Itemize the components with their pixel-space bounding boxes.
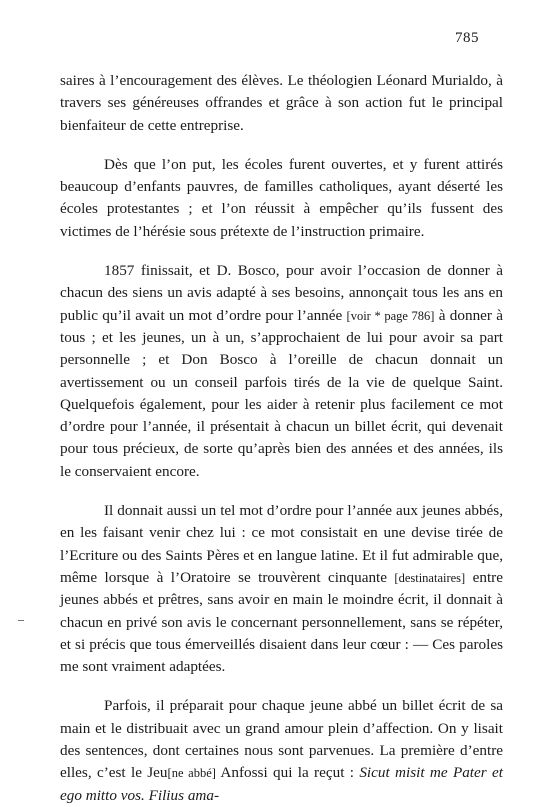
paragraph-text: Il donnait aussi un tel mot d’ordre pour l’année aux jeunes abbés, en les faisant venir chez lui : ce mot consistait en une devise tirée de l’Ecriture ou des Saints Pères et en langue latine. Et il fut admirable que, même lorsque à l’Oratoire se trouvèrent cinquante <box>60 502 503 586</box>
paragraph-text: Dès que l’on put, les écoles furent ouvertes, et y furent attirés beaucoup d’enfants pauvres, de familles catholiques, ayant déserté les écoles protestantes ; et l’on réussit à empêcher qu’ils fussent des victimes de l’hérésie sous prétexte de l’instruction primaire. <box>60 155 503 240</box>
paragraph <box>60 500 503 678</box>
paragraph-text: saires à l’encouragement des élèves. Le théologien Léonard Murialdo, à travers ses généreuses offrandes et grâce à son action fut le principal bienfaiteur de cette entreprise. <box>60 72 503 134</box>
paragraph-text: à donner à tous ; et les jeunes, un à un, s’approchaient de lui pour avoir sa part personnelle ; et Don Bosco à l’oreille de chacun donnait un avertissement ou un conseil parfois tirés de la vie de quelque Saint. Quelquefois également, pour les aider à retenir plus facilement ce mot d’ordre pour l’année, il présentait à chacun un billet écrit, qui devenait pour tous précieux, de sorte qu’après bien des années et des années, ils le conservaient encore. <box>60 306 504 480</box>
paragraph-continued <box>60 70 503 137</box>
editorial-note: [destinataires] <box>394 570 466 585</box>
paragraph <box>60 260 503 483</box>
paragraph-text: entre jeunes abbés et prêtres, sans avoir en main le moindre écrit, il donnait à chacun en privé son avis le concernant personnellement, sans se répéter, et si précis que tous émerveillés disaient dans leur cœur : — Ces paroles me sont vraiment adaptées. <box>60 568 503 676</box>
paragraph-text: Anfossi qui la reçut : <box>215 764 360 782</box>
paragraph <box>60 154 503 243</box>
editorial-note: [ne abbé] <box>167 766 216 781</box>
paragraph <box>60 695 503 806</box>
margin-mark <box>18 620 24 621</box>
latin-quote: Sicut misit me Pater et ego mitto vos. Filius ama- <box>60 764 503 804</box>
paragraph-text: Parfois, il préparait pour chaque jeune abbé un billet écrit de sa main et le distribuait avec un grand amour plein d’affection. On y lisait des sentences, dont certaines nous sont parvenues. La première d’entre elles, c’est le Jeu <box>60 697 503 782</box>
page-number: 785 <box>455 30 479 46</box>
body-text <box>60 70 503 807</box>
paragraph-text: 1857 finissait, et D. Bosco, pour avoir l’occasion de donner à chacun des siens un avis adapté à ses besoins, annonçait tous les ans en public qu’il avait un mot d’ordre pour l’année <box>60 262 503 324</box>
editorial-note: [voir * page 786] <box>346 308 435 323</box>
